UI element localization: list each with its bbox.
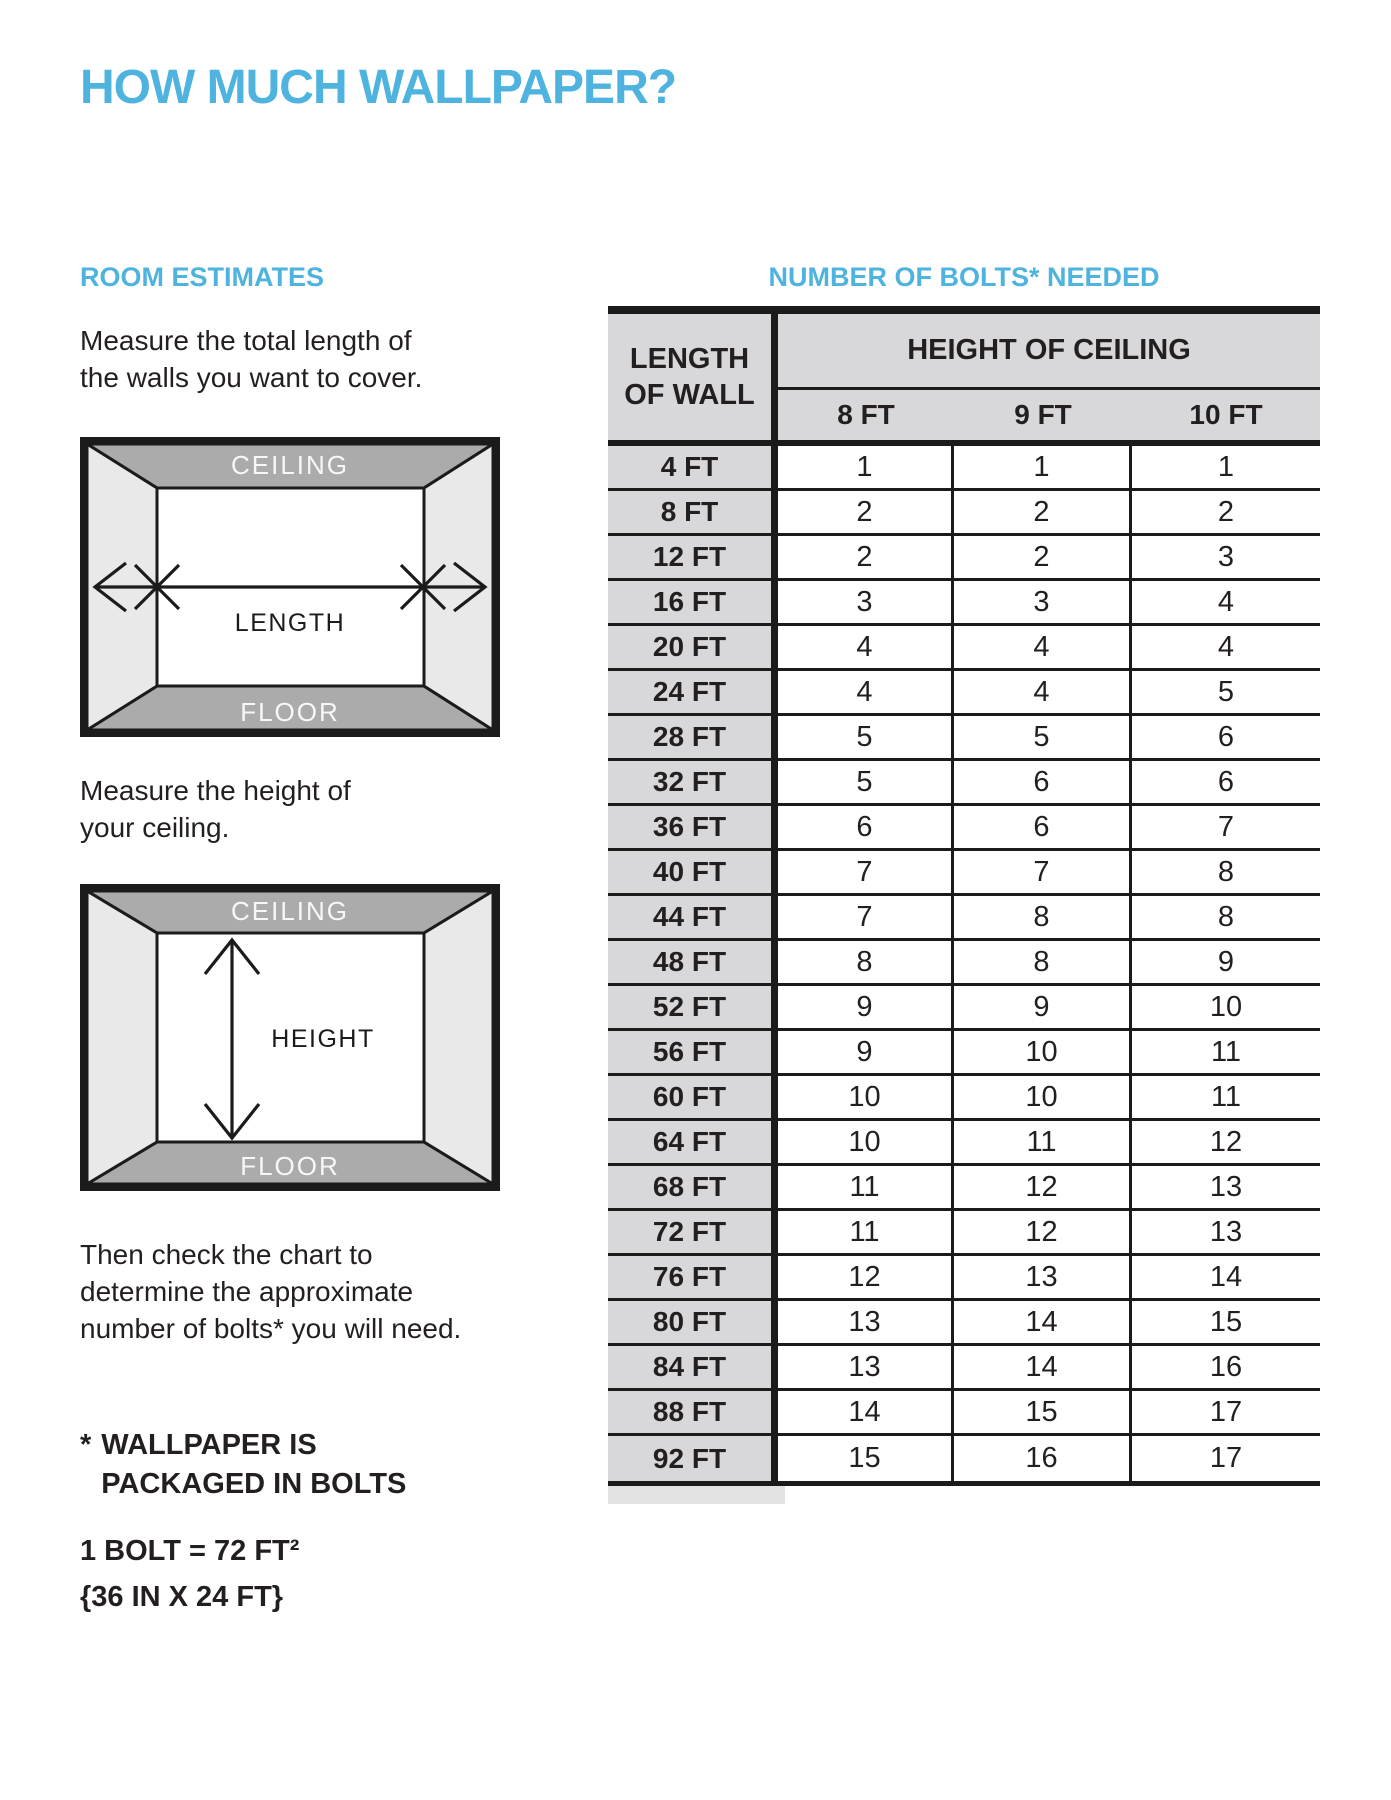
step2-line2: your ceiling. — [80, 812, 230, 843]
bolt-count-cell: 2 — [954, 491, 1132, 536]
row-header-length-of-wall — [608, 314, 778, 446]
bolt-count-cell: 11 — [778, 1166, 954, 1211]
wall-length-cell: 20 FT — [608, 626, 778, 671]
step3-line3: number of bolts* you will need. — [80, 1313, 462, 1344]
bolt-count-cell: 2 — [778, 536, 954, 581]
bolt-count-cell: 6 — [954, 761, 1132, 806]
step2-line1: Measure the height of — [80, 775, 351, 806]
bolt-count-cell: 8 — [1132, 896, 1320, 941]
bolt-count-cell: 14 — [954, 1301, 1132, 1346]
bolt-count-cell: 7 — [954, 851, 1132, 896]
bolt-count-cell: 9 — [1132, 941, 1320, 986]
step1-text — [80, 322, 422, 396]
wall-length-cell: 4 FT — [608, 446, 778, 491]
wall-length-cell: 64 FT — [608, 1121, 778, 1166]
bolt-count-cell: 14 — [1132, 1256, 1320, 1301]
bolt-count-cell: 2 — [954, 536, 1132, 581]
bolt-count-cell: 15 — [954, 1391, 1132, 1436]
bolt-count-cell: 7 — [1132, 806, 1320, 851]
bolt-count-cell: 13 — [778, 1346, 954, 1391]
bolt-count-cell: 12 — [778, 1256, 954, 1301]
bolt-count-cell: 3 — [1132, 536, 1320, 581]
height-label: HEIGHT — [271, 1025, 375, 1053]
wall-length-cell: 48 FT — [608, 941, 778, 986]
ceiling-label: CEILING — [230, 450, 350, 480]
bolt-count-cell: 12 — [954, 1166, 1132, 1211]
footnote-asterisk: * — [80, 1429, 92, 1461]
bolt-spec-line2: {36 IN X 24 FT} — [80, 1581, 284, 1613]
row-header-line1: LENGTH — [629, 343, 750, 375]
wall-length-cell: 12 FT — [608, 536, 778, 581]
bolt-count-cell: 11 — [1132, 1076, 1320, 1121]
bolt-count-cell: 2 — [778, 491, 954, 536]
bolt-count-cell: 7 — [778, 896, 954, 941]
bolt-count-cell: 17 — [1132, 1391, 1320, 1436]
bolt-count-cell: 2 — [1132, 491, 1320, 536]
bolt-count-cell: 8 — [1132, 851, 1320, 896]
room-height-diagram — [80, 884, 500, 1191]
right-wall-plane — [424, 891, 493, 1184]
bolt-count-cell: 16 — [954, 1436, 1132, 1481]
bolt-count-cell: 1 — [954, 446, 1132, 491]
wall-length-cell: 40 FT — [608, 851, 778, 896]
wall-length-cell: 84 FT — [608, 1346, 778, 1391]
wall-length-cell: 44 FT — [608, 896, 778, 941]
bolt-count-cell: 4 — [778, 626, 954, 671]
bolt-count-cell: 4 — [954, 671, 1132, 716]
floor-label: FLOOR — [240, 697, 340, 727]
wall-length-cell: 16 FT — [608, 581, 778, 626]
bolt-count-cell: 10 — [778, 1121, 954, 1166]
bolt-count-cell: 6 — [1132, 761, 1320, 806]
wall-length-cell: 56 FT — [608, 1031, 778, 1076]
bolt-count-cell: 13 — [1132, 1166, 1320, 1211]
bolt-count-cell: 4 — [954, 626, 1132, 671]
bolt-count-cell: 15 — [1132, 1301, 1320, 1346]
page-title: HOW MUCH WALLPAPER? — [80, 61, 677, 114]
wall-length-cell: 60 FT — [608, 1076, 778, 1121]
bolt-count-cell: 17 — [1132, 1436, 1320, 1481]
bolt-count-cell: 9 — [954, 986, 1132, 1031]
wall-length-cell: 80 FT — [608, 1301, 778, 1346]
col-header-8ft: 8 FT — [778, 390, 954, 446]
bolt-count-cell: 12 — [1132, 1121, 1320, 1166]
bolt-count-cell: 5 — [1132, 671, 1320, 716]
col-group-height-of-ceiling: HEIGHT OF CEILING — [778, 314, 1320, 390]
bolt-count-cell: 5 — [778, 716, 954, 761]
bolt-count-cell: 3 — [778, 581, 954, 626]
bolt-count-cell: 6 — [1132, 716, 1320, 761]
bolt-count-cell: 5 — [954, 716, 1132, 761]
bolts-footnote — [80, 1426, 406, 1504]
wall-length-cell: 76 FT — [608, 1256, 778, 1301]
left-wall-plane — [87, 891, 157, 1184]
wall-length-cell: 92 FT — [608, 1436, 778, 1481]
step1-line1: Measure the total length of — [80, 325, 412, 356]
footnote-lines — [101, 1426, 406, 1504]
wall-length-cell: 36 FT — [608, 806, 778, 851]
wall-length-cell: 52 FT — [608, 986, 778, 1031]
bolt-count-cell: 8 — [954, 896, 1132, 941]
bolt-spec — [80, 1528, 299, 1620]
wall-length-cell: 68 FT — [608, 1166, 778, 1211]
bolt-count-cell: 6 — [778, 806, 954, 851]
room-length-diagram — [80, 437, 500, 737]
bolt-count-cell: 13 — [954, 1256, 1132, 1301]
footnote-line2: PACKAGED IN BOLTS — [101, 1468, 407, 1500]
col-header-9ft: 9 FT — [954, 390, 1132, 446]
bolt-count-cell: 9 — [778, 1031, 954, 1076]
floor-label: FLOOR — [240, 1151, 340, 1181]
bolt-count-cell: 4 — [778, 671, 954, 716]
step1-line2: the walls you want to cover. — [80, 362, 423, 393]
bolt-count-cell: 10 — [954, 1076, 1132, 1121]
wall-length-cell: 32 FT — [608, 761, 778, 806]
wall-length-cell: 24 FT — [608, 671, 778, 716]
bolt-count-cell: 11 — [1132, 1031, 1320, 1076]
step3-line2: determine the approximate — [80, 1276, 414, 1307]
bolt-count-cell: 10 — [954, 1031, 1132, 1076]
bolt-count-cell: 7 — [778, 851, 954, 896]
bolt-count-cell: 8 — [954, 941, 1132, 986]
bolt-count-cell: 11 — [778, 1211, 954, 1256]
bolt-count-cell: 14 — [954, 1346, 1132, 1391]
bolt-count-cell: 14 — [778, 1391, 954, 1436]
bolt-count-cell: 6 — [954, 806, 1132, 851]
bolt-count-cell: 1 — [778, 446, 954, 491]
step2-text — [80, 772, 351, 846]
bolt-count-cell: 11 — [954, 1121, 1132, 1166]
bolt-count-cell: 4 — [1132, 626, 1320, 671]
col-header-10ft: 10 FT — [1132, 390, 1320, 446]
wall-length-cell: 8 FT — [608, 491, 778, 536]
length-label: LENGTH — [234, 609, 346, 637]
step3-text — [80, 1236, 461, 1347]
footnote-line1: WALLPAPER IS — [101, 1429, 317, 1461]
step3-line1: Then check the chart to — [80, 1239, 373, 1270]
bolt-count-cell: 13 — [778, 1301, 954, 1346]
ceiling-label: CEILING — [230, 896, 350, 926]
bolt-count-cell: 13 — [1132, 1211, 1320, 1256]
wall-length-cell: 72 FT — [608, 1211, 778, 1256]
bolt-count-cell: 16 — [1132, 1346, 1320, 1391]
room-estimates-heading: ROOM ESTIMATES — [80, 262, 325, 292]
wall-length-cell: 88 FT — [608, 1391, 778, 1436]
bolt-count-cell: 8 — [778, 941, 954, 986]
bolts-table — [608, 306, 1320, 1486]
bolt-count-cell: 5 — [778, 761, 954, 806]
bolt-count-cell: 10 — [778, 1076, 954, 1121]
bolt-count-cell: 3 — [954, 581, 1132, 626]
bolts-table-heading: NUMBER OF BOLTS* NEEDED — [768, 262, 1160, 292]
bolt-spec-line1: 1 BOLT = 72 FT² — [80, 1535, 300, 1567]
wall-length-cell: 28 FT — [608, 716, 778, 761]
bolt-count-cell: 1 — [1132, 446, 1320, 491]
row-header-line2: OF WALL — [624, 379, 755, 411]
bolt-count-cell: 12 — [954, 1211, 1132, 1256]
bolt-count-cell: 4 — [1132, 581, 1320, 626]
bolt-count-cell: 10 — [1132, 986, 1320, 1031]
bolt-count-cell: 9 — [778, 986, 954, 1031]
bolt-count-cell: 15 — [778, 1436, 954, 1481]
